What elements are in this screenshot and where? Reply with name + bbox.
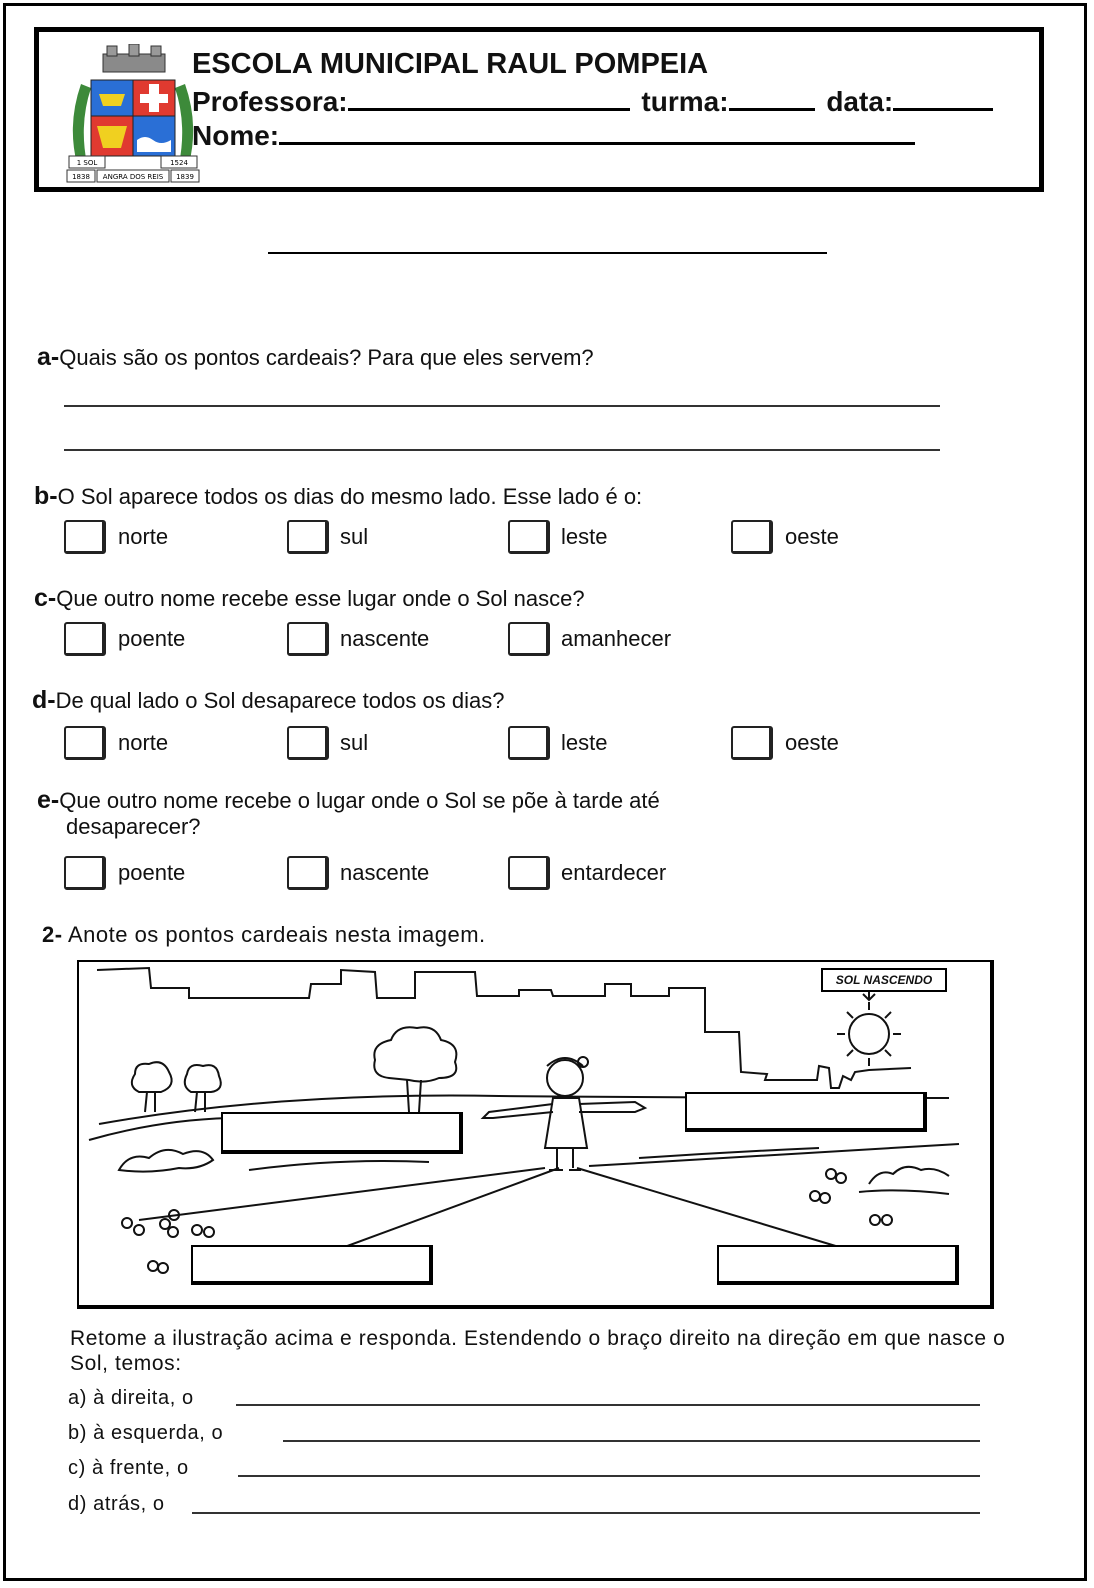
svg-text:ANGRA DOS REIS: ANGRA DOS REIS <box>102 173 164 181</box>
checkbox-d-sul[interactable] <box>287 726 329 760</box>
label-box-south-left[interactable] <box>191 1245 433 1285</box>
question-b <box>34 482 642 511</box>
item-c-line[interactable] <box>238 1475 980 1477</box>
question-c <box>34 584 585 613</box>
question-e <box>37 786 660 815</box>
date-field[interactable] <box>893 82 993 111</box>
checkbox-d-oeste[interactable] <box>731 726 773 760</box>
option-d-oeste: oeste <box>785 730 839 755</box>
checkbox-b-oeste[interactable] <box>731 520 773 554</box>
svg-text:1838: 1838 <box>72 173 90 181</box>
option-c-amanhecer: amanhecer <box>561 626 672 651</box>
option-b-leste: leste <box>561 524 608 549</box>
checkbox-c-amanhecer[interactable] <box>508 622 550 656</box>
option-e-entardecer: entardecer <box>561 860 667 885</box>
question-a <box>37 343 594 372</box>
option-d-norte: norte <box>118 730 169 755</box>
name-field[interactable] <box>279 116 915 145</box>
name-line <box>192 116 915 152</box>
svg-text:1524: 1524 <box>170 159 188 167</box>
checkbox-b-norte[interactable] <box>64 520 106 554</box>
label-box-south-right[interactable] <box>717 1245 959 1285</box>
class-field[interactable] <box>729 82 815 111</box>
question-2 <box>42 922 486 948</box>
checkbox-e-poente[interactable] <box>64 856 106 890</box>
question-d <box>32 686 504 715</box>
question-2-number: 2- <box>42 922 63 947</box>
question-e-text-line1: Que outro nome recebe o lugar onde o Sol se põe à tarde até <box>59 788 660 813</box>
header-box <box>34 27 1044 192</box>
class-label: turma: <box>641 86 729 117</box>
item-c-label: c) à frente, o <box>68 1457 189 1479</box>
option-b-oeste: oeste <box>785 524 839 549</box>
svg-text:1839: 1839 <box>176 173 194 181</box>
retome-instruction: Retome a ilustração acima e responda. Estendendo o braço direito na direção em que nasce o Sol, temos: <box>70 1327 1006 1375</box>
label-box-west[interactable] <box>221 1112 463 1154</box>
sun-rising-label: SOL NASCENDO <box>821 968 947 992</box>
question-e-letter: e- <box>37 786 60 814</box>
checkbox-d-norte[interactable] <box>64 726 106 760</box>
question-a-text: Quais são os pontos cardeais? Para que eles servem? <box>59 345 594 370</box>
cardinal-points-illustration <box>77 960 994 1309</box>
item-d-line[interactable] <box>192 1512 980 1514</box>
question-b-letter: b- <box>34 482 58 510</box>
option-b-norte: norte <box>118 524 169 549</box>
option-b-sul: sul <box>340 524 369 549</box>
label-box-east[interactable] <box>685 1092 927 1132</box>
checkbox-c-poente[interactable] <box>64 622 106 656</box>
option-c-poente: poente <box>118 626 186 651</box>
checkbox-e-nascente[interactable] <box>287 856 329 890</box>
answer-line-a2[interactable] <box>64 449 940 451</box>
question-2-text: Anote os pontos cardeais nesta imagem. <box>67 922 486 947</box>
question-e-text-line2: desaparecer? <box>66 814 201 839</box>
question-b-text: O Sol aparece todos os dias do mesmo lado. Esse lado é o: <box>57 484 643 509</box>
checkbox-e-entardecer[interactable] <box>508 856 550 890</box>
name-label: Nome: <box>192 120 280 151</box>
teacher-field[interactable] <box>348 82 630 111</box>
checkbox-d-leste[interactable] <box>508 726 550 760</box>
option-c-nascente: nascente <box>340 626 430 651</box>
item-a-line[interactable] <box>236 1404 980 1406</box>
answer-line-a1[interactable] <box>64 405 940 407</box>
option-e-poente: poente <box>118 860 186 885</box>
date-label: data: <box>826 86 894 117</box>
title-blank-line[interactable] <box>268 252 827 254</box>
municipal-crest-logo <box>63 44 203 184</box>
question-d-letter: d- <box>32 686 56 714</box>
item-d-label: d) atrás, o <box>68 1493 165 1515</box>
school-name: ESCOLA MUNICIPAL RAUL POMPEIA <box>192 48 709 80</box>
item-b-line[interactable] <box>283 1440 980 1442</box>
question-c-text: Que outro nome recebe esse lugar onde o Sol nasce? <box>56 586 585 611</box>
item-b-label: b) à esquerda, o <box>68 1422 224 1444</box>
checkbox-b-leste[interactable] <box>508 520 550 554</box>
option-d-leste: leste <box>561 730 608 755</box>
teacher-class-date-line <box>192 82 993 118</box>
question-c-letter: c- <box>34 584 57 612</box>
option-d-sul: sul <box>340 730 369 755</box>
teacher-label: Professora: <box>192 86 348 117</box>
question-d-text: De qual lado o Sol desaparece todos os dias? <box>55 688 505 713</box>
item-a-label: a) à direita, o <box>68 1387 194 1409</box>
svg-text:1 SOL: 1 SOL <box>76 159 98 167</box>
checkbox-c-nascente[interactable] <box>287 622 329 656</box>
checkbox-b-sul[interactable] <box>287 520 329 554</box>
option-e-nascente: nascente <box>340 860 430 885</box>
question-a-letter: a- <box>37 343 60 371</box>
